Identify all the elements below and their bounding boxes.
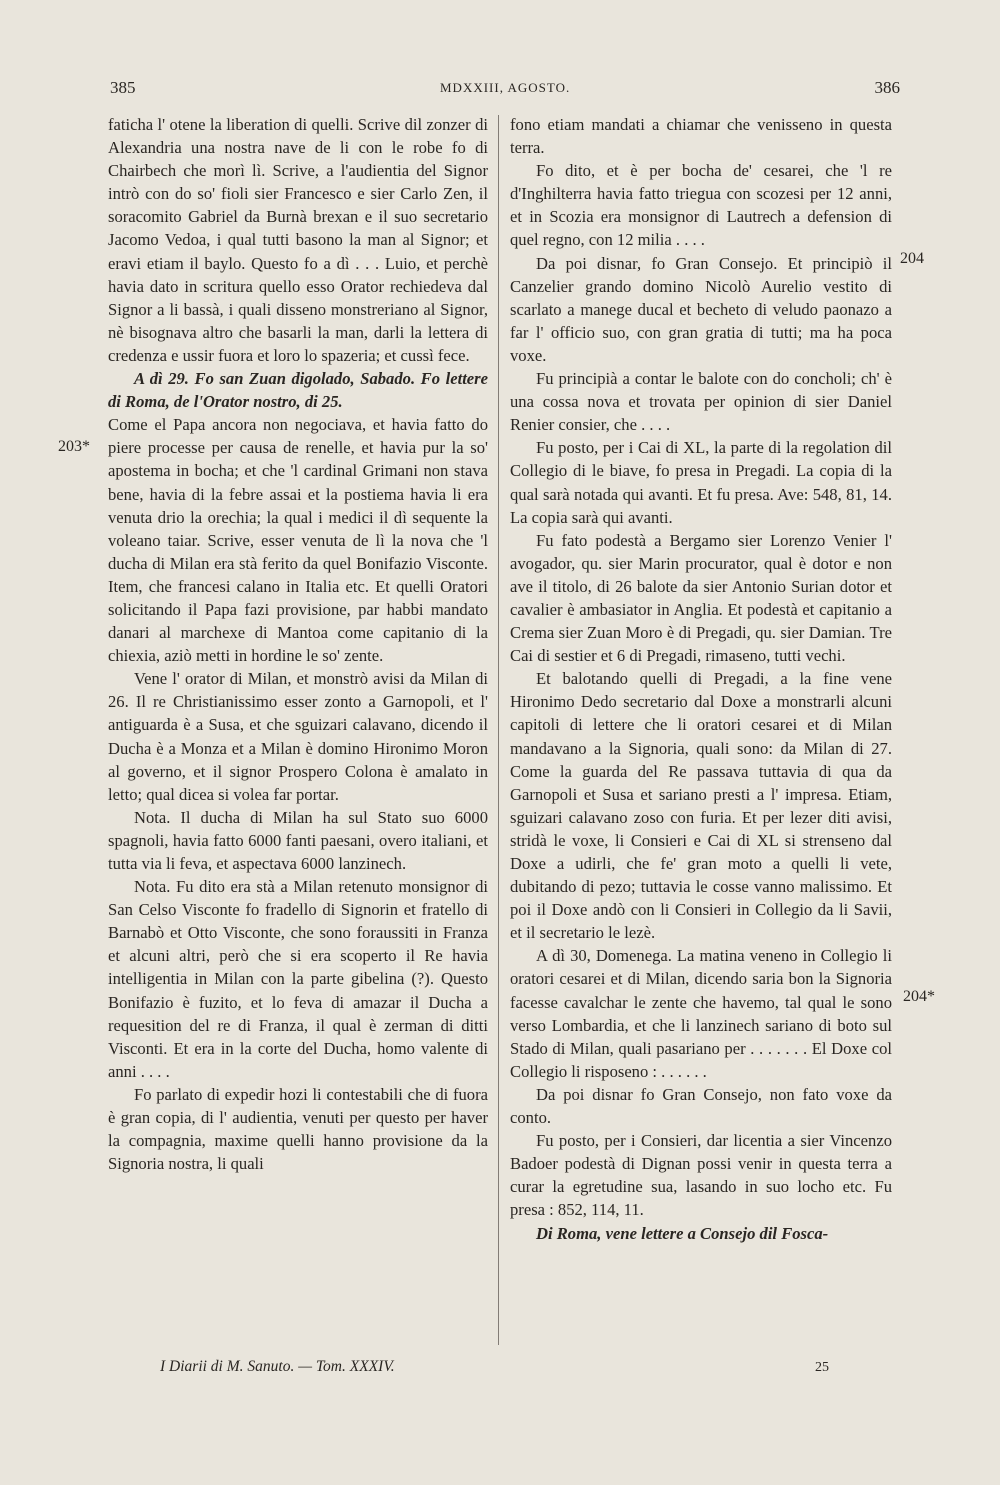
paragraph: Et balotando quelli di Pregadi, a la fine vene Hironimo Dedo secretario dal Doxe a monstrarli alcuni capitoli di lettere che li oratori cesarei et di Milan mandavano a la Signoria, quali sono: da Milan di 27. Come la guarda del Re passava tuttavia di qua da Garnopoli et Susa et sariano presti a l' impresa. Etiam, sguizari calavano zoso con furia. Et per lezer diti avisi, stridà le voxe, li Consieri e Cai di XL si strenseno dal Doxe a udirli, che fe' gran moto a quelli li vete, dubitando di pezo; tuttavia le cosse vanno malissimo. Et poi il Doxe andò con li Consieri in Collegio da li Savii, et il secretario le lezè. (510, 669, 892, 943)
running-title: MDXXIII, AGOSTO. (440, 80, 571, 95)
margin-number-left: 203* (58, 438, 90, 455)
paragraph: faticha l' otene la liberation di quelli. Scrive dil zonzer di Alexandria una nostra nave de li con le robe fo di Chairbech che morì lì. Scrive, a l'audientia del Signor intrò con do so' fioli sier Francesco e sier Carlo Zen, il soracomito Gabriel da Burnà brexan e il suo secretario Jacomo Vedoa, i qual tutti basono la man al Signor; et eravi etiam il baylo. Questo fo a dì . . . Luio, et perchè havia dato in scritura quello esso Orator rechiedeva dal Signor a li bassà, i quali disseno monstreriano al Signor, nè bisognava altro che basarli la man, darli la lettera di credenza e ussir fuora et loro lo spazeria; et cussì fece. (108, 115, 488, 365)
paragraph: Nota. Il ducha di Milan ha sul Stato suo 6000 spagnoli, havia fatto 6000 fanti paesani, overo italiani, et tutta via li feva, et aspectava 6000 lanzinech. (108, 807, 488, 873)
paragraph: Nota. Fu dito era stà a Milan retenuto monsignor di San Celso Visconte fo fradello di Signorin et fratello di Barnabò et Otto Visconte, che sono foraussiti in Franza et alcuni altri, però che si era scoperto il Re havia intelligentia in Milan con la parte gibelina (?). Questo Bonifazio è fuzito, et lo feva di amazar il Ducha a requesition del re di Franza, il qual è zerman di ditti Visconti. Et era in la corte del Ducha, homo valente di anni . . . . (108, 877, 488, 1081)
left-column (108, 113, 488, 1175)
page-header (110, 78, 900, 108)
column-divider (498, 115, 499, 1345)
paragraph: Da poi disnar, fo Gran Consejo. Et principiò il Canzelier grando domino Nicolò Aurelio vestito di scarlato a manege ducal et becheto di veludo paonazo a far l' officio suo, con gran gratia di tutti; ma ha poca voxe. (510, 253, 892, 365)
page-number-right: 386 (874, 78, 900, 97)
dated-entry-heading: Di Roma, vene lettere a Consejo dil Fosca- (536, 1223, 829, 1243)
right-column (510, 113, 892, 1245)
signature-mark: 25 (815, 1360, 829, 1375)
paragraph: Fu posto, per i Consieri, dar licentia a sier Vincenzo Badoer podestà di Dignan possi venir in questa terra a curar la egretudine sua, lasando in suo locho etc. Fu presa : 852, 114, 11. (510, 1131, 892, 1220)
margin-number-right-bottom: 204* (903, 988, 935, 1005)
paragraph: Vene l' orator di Milan, et monstrò avisi da Milan di 26. Il re Christianissimo esser zonto a Garnopoli, et l' antiguarda è a Susa, et che sguizari calavano, dicendo il Ducha è a Monza et a Milan è domino Hironimo Moron al governo, et il signor Prospero Colona è amalato in letto; qual dicea si volea far portar. (108, 669, 488, 804)
dated-entry-heading: A dì 29. Fo san Zuan digolado, Sabado. Fo lettere di Roma, de l'Orator nostro, di 25. (108, 369, 488, 412)
paragraph: Fo dito, et è per bocha de' cesarei, che 'l re d'Inghilterra havia fatto triegua con scozesi per 12 anni, et in Scozia era monsignor di Lautrech a defension di quel regno, con 12 milia . . . . (510, 161, 892, 250)
paragraph: fono etiam mandati a chiamar che venisseno in questa terra. (510, 115, 892, 158)
page-number-left: 385 (110, 78, 136, 97)
paragraph: A dì 30, Domenega. La matina veneno in Collegio li oratori cesarei et di Milan, dicendo saria bon la Signoria facesse cavalchar le zente che havemo, tal qual le sono verso Lombardia, et che li lanzinech sariano di boto sul Stado di Milan, quali pasariano per . . . . . . . El Doxe col Collegio li risposeno : . . . . . . (510, 946, 892, 1081)
margin-number-right-top: 204 (900, 250, 924, 267)
paragraph: Fu fato podestà a Bergamo sier Lorenzo Venier l' avogador, qu. sier Marin procurator, qual è dotor e non ave il titolo, di 26 balote da sier Antonio Surian dotor et cavalier è ambasiator in Anglia. Et podestà et capitanio a Crema sier Zuan Moro è di Pregadi, qu. sier Damian. Tre Cai di sestier et 6 di Pregadi, rimaseno, tutti vechi. (510, 530, 892, 666)
paragraph: Fu posto, per i Cai di XL, la parte di la regolation dil Collegio di le biave, fo presa in Pregadi. La copia di la qual sarà notada qui avanti. Et fu presa. Ave: 548, 81, 14. La copia sarà qui avanti. (510, 438, 892, 527)
paragraph: Da poi disnar fo Gran Consejo, non fato voxe da conto. (510, 1084, 892, 1128)
paragraph: Come el Papa ancora non negociava, et havia fatto do piere processe per causa de renelle, et havia pur la so' apostema in bocha; et che 'l cardinal Grimani non stava bene, havia di la febre assai et la postiema havia li era venuta drio la orechia; la qual i medici il dì sequente la voleano taiar. Scrive, esser venuta de lì la nova che 'l ducha di Milan era stà ferito da quel Bonifazio Visconte. Item, che francesi calano in Italia etc. Et quelli Oratori solicitando il Papa fazi provisione, par habbi mandato danari al marchexe di Mantoa come capitanio di la chiexia, aziò metti in hordine le so' zente. (108, 415, 488, 666)
paragraph: Fu principià a contar le balote con do concholi; ch' è una cossa nova et trovata per opinion di sier Daniel Renier consier, che . . . . (510, 369, 892, 435)
paragraph: Fo parlato di expedir hozi li contestabili che di fuora è gran copia, di l' audientia, venuti per questo per haver la compagnia, maxime quelli hanno provisione da la Signoria nostra, li quali (108, 1084, 488, 1174)
footer-title: I Diarii di M. Sanuto. — Tom. XXXIV. (160, 1358, 395, 1375)
